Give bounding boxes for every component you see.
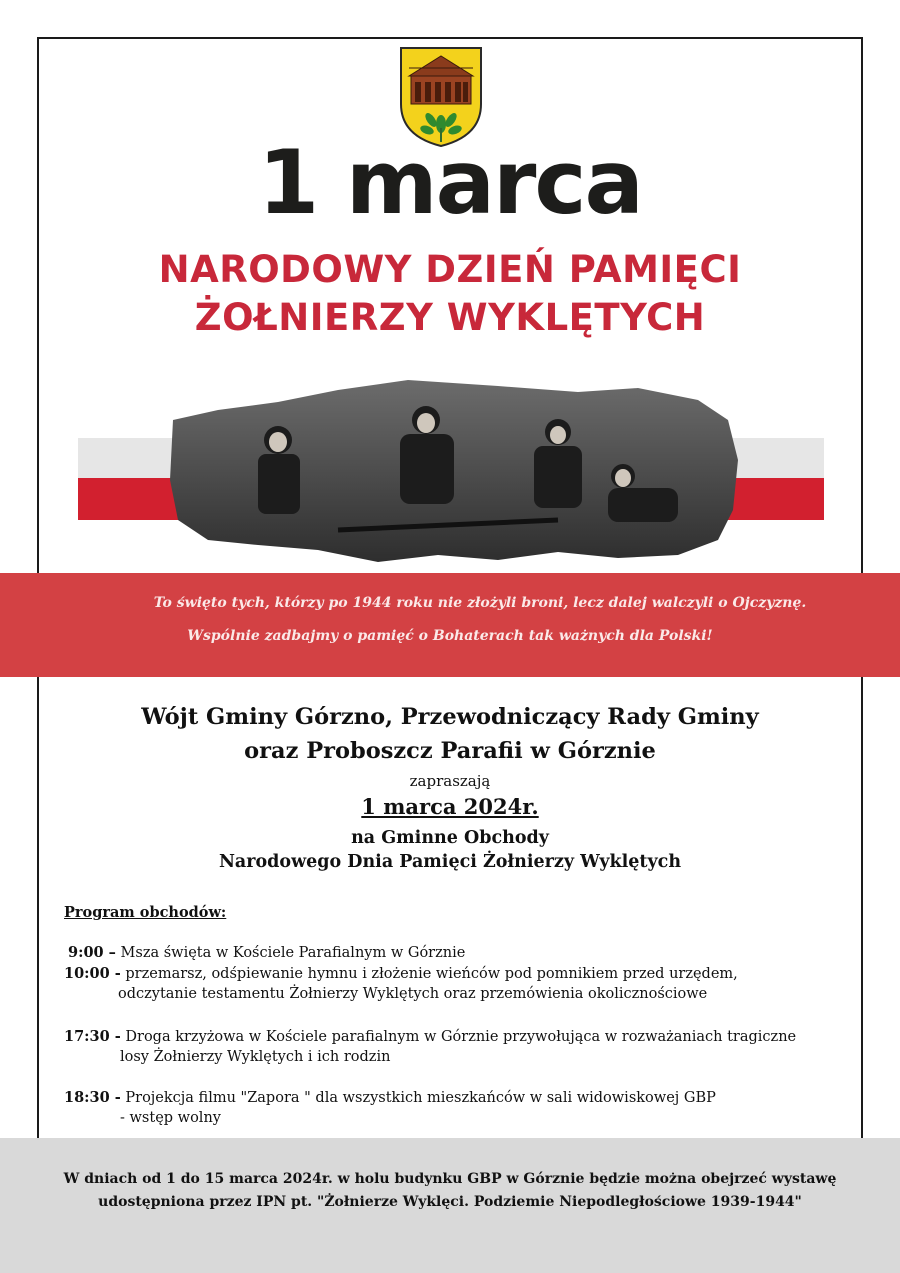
footer-line2: udostępniona przez IPN pt. "Żołnierze Wyklęci. Podziemie Niepodległościowe 1939-1944": [98, 1194, 802, 1210]
program-item: 18:30 - Projekcja filmu "Zapora " dla wszystkich mieszkańców w sali widowiskowej GBP: [64, 1089, 716, 1106]
invitation-line1: Wójt Gminy Górzno, Przewodniczący Rady Gminy: [141, 704, 759, 730]
event-title: [0, 246, 900, 342]
quote-line1: To święto tych, którzy po 1944 roku nie złożyli broni, lecz dalej walczyli o Ojczyznę.: [153, 595, 807, 611]
invitation-line4: na Gminne Obchody: [351, 828, 549, 848]
footer-line1: W dniach od 1 do 15 marca 2024r. w holu budynku GBP w Górznie będzie można obejrzeć wystawę: [63, 1171, 837, 1187]
invitation-line2: oraz Proboszcz Parafii w Górznie: [244, 738, 656, 764]
invitation-invite: zapraszają: [409, 772, 491, 790]
invitation-line5: Narodowego Dnia Pamięci Żołnierzy Wyklętych: [218, 852, 682, 872]
event-date-headline: 1 marca: [258, 131, 642, 234]
event-title-line1: NARODOWY DZIEŃ PAMIĘCI: [158, 248, 742, 291]
program-item-continuation: odczytanie testamentu Żołnierzy Wyklętych oraz przemówienia okolicznościowe: [118, 986, 708, 1002]
quote-line2: Wspólnie zadbajmy o pamięć o Bohaterach tak ważnych dla Polski!: [187, 628, 713, 644]
quote-band: [0, 573, 900, 677]
program-item: 9:00 – Msza święta w Kościele Parafialnym w Górznie: [68, 944, 466, 961]
exhibition-footer: [0, 1138, 900, 1273]
program-item: 17:30 - Droga krzyżowa w Kościele parafialnym w Górznie przywołująca w rozważaniach tragiczne: [64, 1028, 797, 1045]
invitation-date: 1 marca 2024r.: [361, 794, 539, 819]
soldiers-photo-with-flag: [78, 380, 824, 575]
program-item-continuation: - wstęp wolny: [120, 1110, 221, 1126]
program-item: 10:00 - przemarsz, odśpiewanie hymnu i złożenie wieńców pod pomnikiem przed urzędem,: [64, 965, 738, 982]
event-title-line2: ŻOŁNIERZY WYKLĘTYCH: [194, 296, 706, 339]
program-heading: Program obchodów:: [64, 904, 227, 921]
program-item-continuation: losy Żołnierzy Wyklętych i ich rodzin: [120, 1049, 391, 1065]
